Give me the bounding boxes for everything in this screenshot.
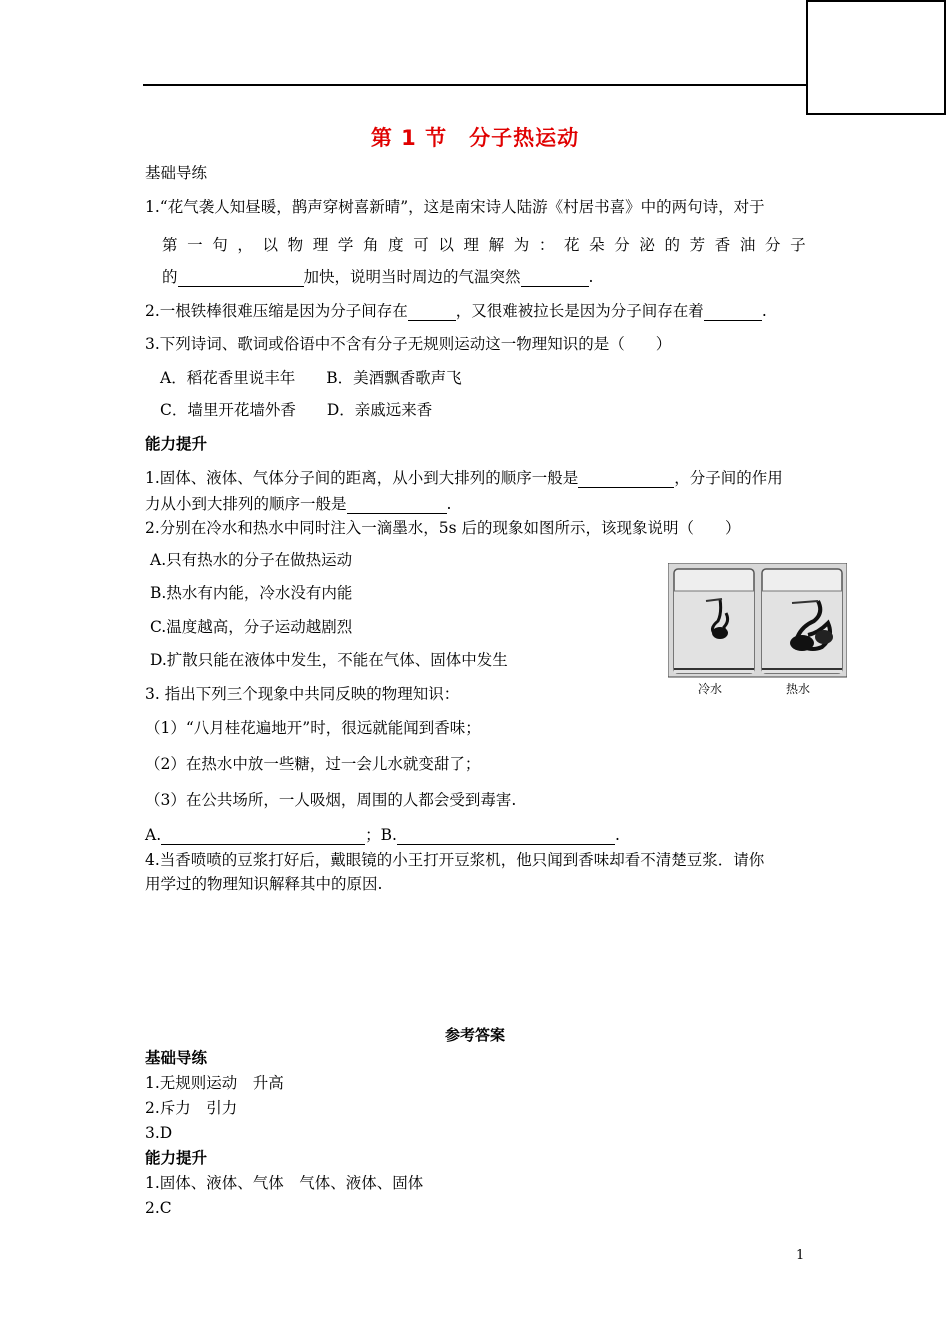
- p1-text-b: ，分子间的作用: [674, 469, 783, 487]
- q1-line-2-char: 可: [413, 236, 429, 254]
- page-number: 1: [796, 1248, 805, 1263]
- p1-text-a: 1.固体、液体、气体分子间的距离，从小到大排列的顺序一般是: [145, 469, 579, 487]
- q1-line-2-char: ：: [538, 236, 555, 254]
- q1-line-2-char: 度: [388, 236, 404, 254]
- advanced-q1-line-2: [145, 494, 451, 514]
- section-basic: 基础导练: [145, 164, 208, 182]
- q1-line-2-char: 解: [488, 236, 505, 254]
- q1-line-2-char: 物: [287, 236, 304, 254]
- label-cold-water: 冷水: [698, 682, 723, 696]
- q1-line-2-char: 句: [212, 236, 228, 254]
- answer-blank[interactable]: [397, 828, 615, 845]
- label-hot-water: 热水: [786, 682, 811, 696]
- answers-title: 参考答案: [444, 1026, 505, 1044]
- advanced-q3-item-2: （2）在热水中放一些糖，过一会儿水就变甜了；: [145, 755, 481, 773]
- q1-line-2-char: 理: [463, 236, 480, 254]
- advanced-q2-option-d: D.扩散只能在液体中发生，不能在气体、固体中发生: [150, 651, 508, 669]
- q1-text-a: 的: [162, 268, 178, 286]
- q1-line-2-char: 以: [438, 236, 454, 254]
- q1-line-2-char: 分: [614, 236, 630, 254]
- question-3-options-row-2: C．墙里开花墙外香 D．亲戚远来香: [160, 401, 433, 419]
- header-rule: [143, 84, 807, 86]
- advanced-q1-line-1: [145, 468, 783, 488]
- answer-4: 1.固体、液体、气体 气体、液体、固体: [145, 1174, 424, 1192]
- p3-label-b: ；B.: [365, 826, 397, 844]
- q1-line-2-char: 分: [765, 236, 781, 254]
- q1-line-2-char: 角: [363, 236, 379, 254]
- question-2: [145, 301, 767, 321]
- advanced-q2: 2.分别在冷水和热水中同时注入一滴墨水，5s 后的现象如图所示，该现象说明（ ）: [145, 519, 741, 537]
- answer-blank[interactable]: [178, 270, 304, 287]
- p1-text-d: .: [446, 495, 452, 513]
- advanced-q4-line-2: 用学过的物理知识解释其中的原因.: [145, 875, 383, 893]
- question-1-line-3: [162, 267, 593, 287]
- corner-box: [806, 0, 946, 115]
- q1-line-2-char: 花: [564, 236, 580, 254]
- q1-line-2-char: 朵: [589, 236, 605, 254]
- advanced-q2-option-c: C.温度越高，分子运动越剧烈: [150, 618, 353, 636]
- q1-line-2-char: 一: [187, 236, 203, 254]
- advanced-q3-item-3: （3）在公共场所，一人吸烟，周围的人都会受到毒害.: [145, 791, 517, 809]
- q1-line-2-char: 第: [162, 236, 178, 254]
- q1-line-2-char: 学: [337, 236, 354, 254]
- question-1-line-2: [162, 233, 806, 255]
- advanced-q3: 3. 指出下列三个现象中共同反映的物理知识：: [145, 685, 460, 703]
- answers-section-advanced: 能力提升: [145, 1149, 208, 1167]
- answers-section-basic: 基础导练: [145, 1049, 208, 1067]
- q1-line-2-char: 为: [513, 236, 530, 254]
- q1-text-b: 加快，说明当时周边的气温突然: [303, 268, 521, 286]
- q2-text-b: ，又很难被拉长是因为分子间存在着: [455, 302, 704, 320]
- q1-line-2-char: 泌: [639, 236, 655, 254]
- q1-line-2-char: 理: [312, 236, 329, 254]
- q1-line-2-char: 芳: [689, 236, 706, 254]
- answer-blank[interactable]: [578, 471, 674, 488]
- advanced-q3-item-1: （1）“八月桂花遍地开”时，很远就能闻到香味；: [145, 719, 481, 737]
- answer-blank[interactable]: [408, 304, 456, 321]
- page-title: 第 1 节 分子热运动: [370, 126, 580, 150]
- q1-text-c: .: [588, 268, 594, 286]
- advanced-q2-option-b: B.热水有内能，冷水没有内能: [150, 584, 353, 602]
- q2-text-a: 2.一根铁棒很难压缩是因为分子间存在: [145, 302, 408, 320]
- question-1-line-1: 1.“花气袭人知昼暖，鹊声穿树喜新晴”，这是南宋诗人陆游《村居书喜》中的两句诗，对于: [145, 198, 765, 216]
- q1-line-2-char: 以: [262, 236, 279, 254]
- q1-line-2-char: 的: [664, 236, 681, 254]
- answer-blank[interactable]: [347, 497, 447, 514]
- answer-blank[interactable]: [704, 304, 762, 321]
- answer-5: 2.C: [145, 1199, 172, 1217]
- question-3: 3.下列诗词、歌词或俗语中不含有分子无规则运动这一物理知识的是（ ）: [145, 335, 672, 353]
- p3-label-a: A.: [145, 826, 162, 844]
- q1-line-2-char: 香: [714, 236, 731, 254]
- beakers-figure: [668, 563, 847, 701]
- advanced-q4-line-1: 4.当香喷喷的豆浆打好后，戴眼镜的小王打开豆浆机，他只闻到香味却看不清楚豆浆．请你: [145, 851, 765, 869]
- q1-line-2-char: ，: [237, 236, 253, 254]
- section-advanced: 能力提升: [145, 435, 208, 453]
- advanced-q3-answer-line: [145, 825, 620, 845]
- answer-blank[interactable]: [521, 270, 589, 287]
- p3-label-end: .: [614, 826, 620, 844]
- q2-text-c: .: [761, 302, 767, 320]
- question-3-options-row-1: A．稻花香里说丰年 B．美酒飘香歌声飞: [160, 369, 462, 387]
- answer-blank[interactable]: [161, 828, 365, 845]
- answer-2: 2.斥力 引力: [145, 1099, 238, 1117]
- answer-1: 1.无规则运动 升高: [145, 1074, 284, 1092]
- p1-text-c: 力从小到大排列的顺序一般是: [145, 495, 347, 513]
- advanced-q2-option-a: A.只有热水的分子在做热运动: [150, 551, 353, 569]
- answer-3: 3.D: [145, 1124, 173, 1142]
- q1-line-2-char: 油: [739, 236, 756, 254]
- q1-line-2-char: 子: [790, 236, 806, 254]
- beakers-illustration: [668, 563, 847, 701]
